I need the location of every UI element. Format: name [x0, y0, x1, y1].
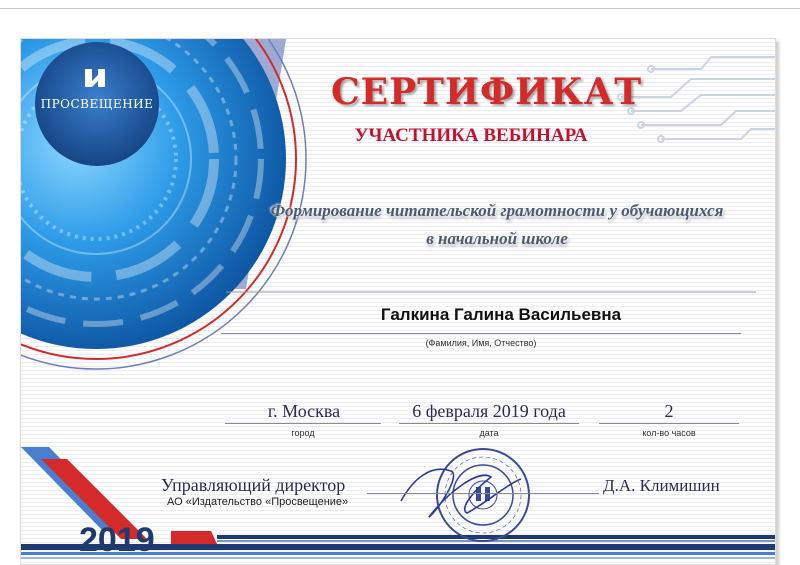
certificate-subtitle: УЧАСТНИКА ВЕБИНАРА [354, 125, 588, 146]
date-value: 6 февраля 2019 года [412, 401, 566, 421]
city-value: г. Москва [267, 401, 341, 421]
webinar-topic-line2: в начальной школе [426, 229, 568, 248]
date-caption: дата [479, 428, 499, 438]
company-seal-stamp [437, 449, 529, 541]
signature-line [367, 493, 599, 494]
hours-value: 2 [664, 401, 674, 421]
certificate-year: 2019 [79, 521, 155, 559]
signature-organization: АО «Издательство «Просвещение» [167, 496, 349, 508]
name-underline [221, 333, 741, 334]
city-underline [225, 423, 381, 424]
hours-underline [599, 423, 739, 424]
certificate-sheet [20, 38, 776, 565]
signer-name: Д.А. Климишин [603, 476, 720, 495]
publisher-logo-text: ПРОСВЕЩЕНИЕ [40, 97, 154, 111]
participant-name: Галкина Галина Васильевна [380, 305, 622, 324]
date-underline [399, 423, 579, 424]
document-top-edge [0, 8, 800, 9]
hours-caption: кол-во часов [642, 428, 696, 438]
city-caption: город [291, 428, 315, 438]
signature-role: Управляющий директор [161, 475, 346, 495]
webinar-topic-line1: Формирование читательской грамотности у обучающихся [270, 201, 724, 220]
certificate-title: СЕРТИФИКАТ [331, 71, 642, 113]
participant-caption: (Фамилия, Имя, Отчество) [425, 338, 537, 348]
